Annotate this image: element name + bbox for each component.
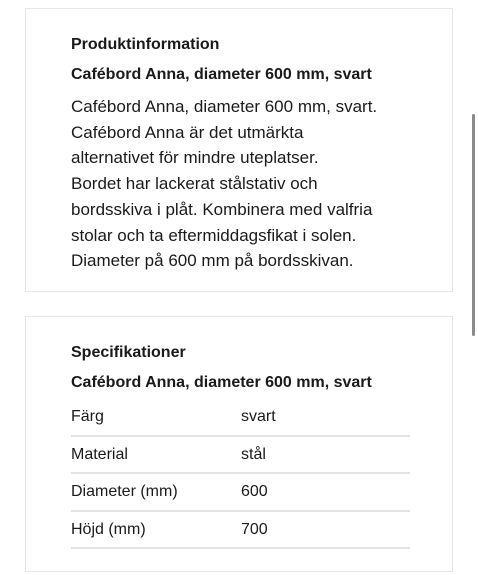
specifications-table	[71, 399, 410, 549]
spec-key: Färg	[71, 408, 104, 425]
description-line: Cafébord Anna är det utmärkta	[71, 122, 304, 142]
specifications-title: Cafébord Anna, diameter 600 mm, svart	[71, 374, 372, 391]
product-info-heading: Produktinformation	[71, 36, 220, 53]
specifications-card	[25, 316, 453, 572]
description-line: Bordet har lackerat stålstativ och	[71, 174, 318, 194]
spec-value: stål	[241, 445, 266, 463]
spec-value: svart	[241, 408, 276, 425]
description-line: Diameter på 600 mm på bordsskivan.	[71, 251, 354, 271]
spec-key: Material	[71, 445, 128, 463]
spec-row-material	[71, 437, 410, 475]
description-line: Cafébord Anna, diameter 600 mm, svart.	[71, 97, 378, 116]
description-line: alternativet för mindre uteplatser.	[71, 148, 319, 168]
description-line: stolar och ta eftermiddagsfikat i solen.	[71, 225, 357, 245]
description-line: bordsskiva i plåt. Kombinera med valfria	[71, 199, 373, 219]
spec-row-height	[71, 512, 410, 550]
spec-key: Diameter (mm)	[71, 483, 178, 500]
specifications-heading: Specifikationer	[71, 344, 186, 361]
spec-row-diameter	[71, 474, 410, 512]
spec-row-color	[71, 399, 410, 437]
spec-value: 600	[241, 483, 268, 500]
scrollbar[interactable]	[472, 114, 475, 336]
product-info-card	[25, 8, 453, 292]
product-description	[71, 94, 431, 274]
spec-key: Höjd (mm)	[71, 520, 146, 538]
product-info-title: Cafébord Anna, diameter 600 mm, svart	[71, 66, 372, 83]
spec-value: 700	[241, 520, 268, 538]
